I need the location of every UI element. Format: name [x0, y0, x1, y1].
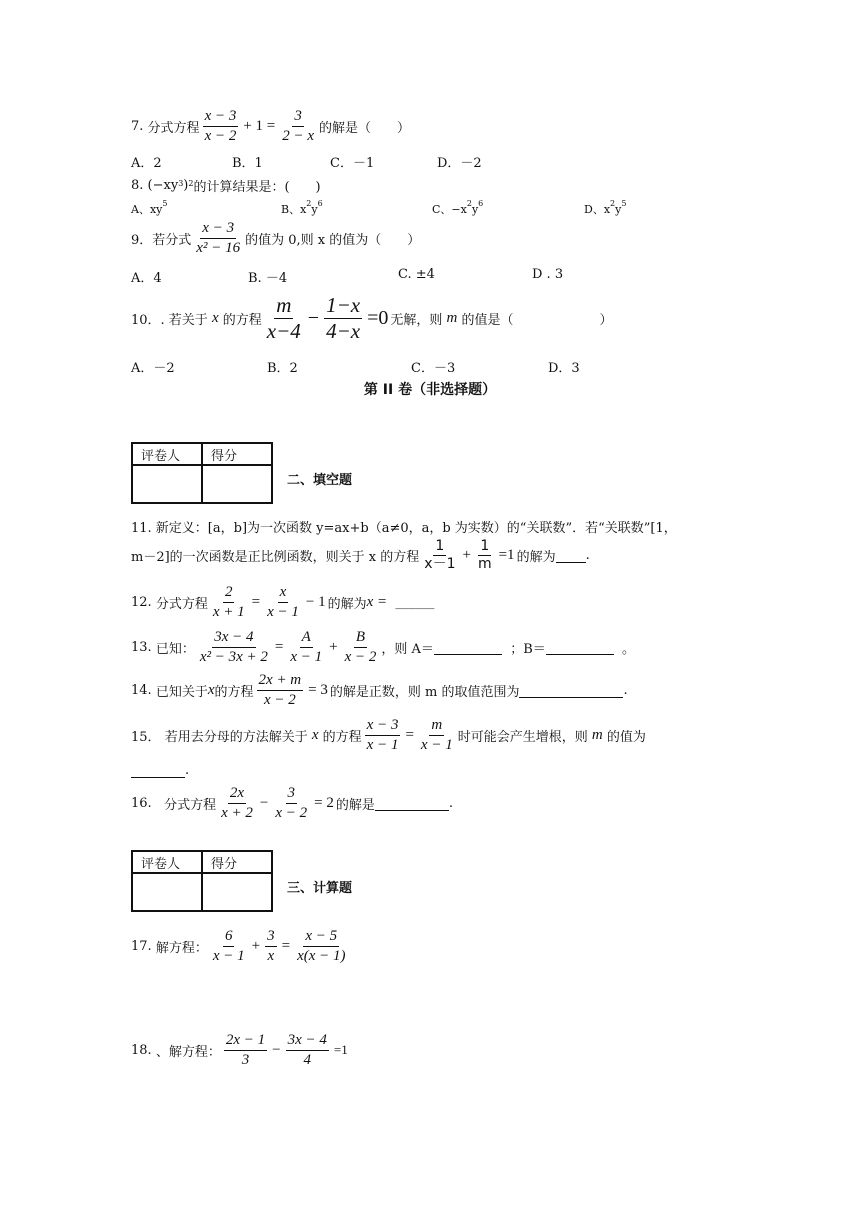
answer-blank-a[interactable]: [434, 640, 502, 655]
fraction: $\frac{1}{m}$: [477, 538, 492, 573]
part-2-title: 第 II 卷（非选择题）: [363, 382, 497, 398]
q8-option-b: B、$x^2y^6$: [281, 199, 323, 216]
section-fill-blank: 二、填空题: [287, 473, 353, 488]
fraction: $\frac{3}{2 - x}$: [282, 108, 315, 144]
fraction: $\frac{1}{x-1}$: [424, 538, 456, 573]
question-10: 10． . 若关于 x 的方程 $\frac{m}{x-4}$ − $\frac{1-x}{4-x}$ =0 无解，则 m 的值是（ ）: [131, 293, 613, 344]
fraction: $\frac{2x - 1}{3}$: [225, 1032, 266, 1068]
q7-option-c: C．－1: [330, 156, 375, 171]
question-18: 18. 、解方程： $\frac{2x - 1}{3}$ − $\frac{3x - 4}{4}$ =1: [131, 1032, 348, 1068]
fraction: $\frac{x}{x - 1}$: [267, 584, 299, 620]
q8-option-c: C、$-x^2y^6$: [432, 199, 484, 216]
question-8: 8. (−xy $^3$ ) $^2$ 的计算结果是：( ): [131, 178, 321, 195]
fraction: $\frac{x - 3}{x - 2}$: [204, 108, 237, 144]
question-7: 7. 分式方程 $\frac{x - 3}{x - 2}$ + 1 = $\frac{3}{2 - x}$ 的解是（ ）: [131, 108, 411, 144]
fraction: $\frac{3}{x}$: [267, 928, 275, 964]
answer-blank-b[interactable]: [546, 640, 614, 655]
grader-cell[interactable]: [132, 465, 202, 503]
fraction: $\frac{1-x}{4-x}$: [326, 293, 361, 344]
question-15: 15． 若用去分母的方法解关于 x 的方程 $\frac{x - 3}{x - 1}$ = $\frac{m}{x - 1}$ 时可能会产生增根，则 m 的值为: [131, 717, 646, 753]
q7-option-d: D．－2: [437, 156, 482, 171]
fraction: $\frac{A}{x - 1}$: [290, 629, 323, 665]
question-15-blank-line: .: [131, 763, 189, 778]
question-16: 16. 分式方程 $\frac{2x}{x + 2}$ − $\frac{3}{x - 2}$ = 2 的解是 .: [131, 785, 454, 821]
score-cell[interactable]: [202, 873, 272, 911]
q9-option-d: D . 3: [532, 267, 564, 282]
question-11-line-1: 11. 新定义：[a，b]为一次函数 y=ax+b（a≠0，a，b 为实数）的“关联数”．若“关联数”[1，: [131, 521, 677, 536]
q7-option-b: B．1: [232, 156, 263, 171]
question-12: 12. 分式方程 $\frac{2}{x + 1}$ = $\frac{x}{x - 1}$ − 1 的解为 x = ______: [131, 584, 435, 620]
answer-blank[interactable]: ______: [395, 594, 435, 610]
question-14: 14. 已知关于 x 的方程 $\frac{2x + m}{x - 2}$ = 3 的解是正数，则 m 的取值范围为 .: [131, 672, 628, 708]
q10-option-d: D．3: [548, 361, 580, 376]
grader-cell[interactable]: [132, 873, 202, 911]
q9-option-a: A．4: [131, 271, 162, 286]
fraction: $\frac{3x - 4}{4}$: [287, 1032, 327, 1068]
grading-table: 评卷人 得分: [131, 850, 273, 912]
q9-option-c: C. ±4: [398, 267, 435, 282]
score-cell[interactable]: [202, 465, 272, 503]
fraction: $\frac{2x + m}{x - 2}$: [258, 672, 302, 708]
section-calculation: 三、计算题: [287, 881, 353, 896]
question-11-line-2: m－2]的一次函数是正比例函数，则关于 x 的方程 $\frac{1}{x-1}$ + $\frac{1}{m}$ =1 的解为 .: [131, 538, 590, 573]
fraction: $\frac{3}{x - 2}$: [275, 785, 308, 821]
fraction: $\frac{x - 3}{\text{x² − 16}}$: [196, 220, 241, 256]
q9-option-b: B. －4: [248, 271, 288, 286]
fraction: $\frac{x - 5}{x(x - 1)}$: [297, 928, 346, 964]
fraction: $\frac{m}{x-4}$: [266, 293, 301, 344]
grading-table: 评卷人 得分: [131, 442, 273, 504]
answer-blank[interactable]: [556, 548, 586, 563]
q10-option-c: C．－3: [411, 361, 456, 376]
fraction: $\frac{6}{x - 1}$: [212, 928, 245, 964]
question-9: 9． 若分式 $\frac{x - 3}{\text{x² − 16}}$ 的值为 0,则 x 的值为（ ）: [131, 220, 421, 256]
answer-blank[interactable]: [131, 763, 185, 778]
fraction: $\frac{2x}{x + 2}$: [221, 785, 253, 821]
fraction: $\frac{m}{x - 1}$: [420, 717, 453, 753]
answer-blank[interactable]: [375, 796, 449, 811]
q10-option-a: A．－2: [131, 361, 175, 376]
q7-option-a: A．2: [131, 156, 162, 171]
fraction: $\frac{2}{x + 1}$: [212, 584, 245, 620]
answer-blank[interactable]: [519, 683, 623, 698]
fraction: $\frac{3x - 4}{\text{x² − 3x + 2}}$: [199, 629, 268, 665]
q10-option-b: B．2: [267, 361, 298, 376]
fraction: $\frac{x - 3}{x - 1}$: [366, 717, 399, 753]
question-13: 13. 已知： $\frac{3x - 4}{\text{x² − 3x + 2}}$ = $\frac{A}{x - 1}$ + $\frac{B}{x - 2}$ ，则 A＝ ；B＝ 。: [131, 629, 636, 665]
question-17: 17. 解方程： $\frac{6}{x - 1}$ + $\frac{3}{x}$ = $\frac{x - 5}{x(x - 1)}$: [131, 928, 346, 964]
fraction: $\frac{B}{x - 2}$: [344, 629, 377, 665]
q8-option-d: D、$x^2y^5$: [584, 199, 627, 216]
q8-option-a: A、$xy^5$: [131, 199, 168, 216]
